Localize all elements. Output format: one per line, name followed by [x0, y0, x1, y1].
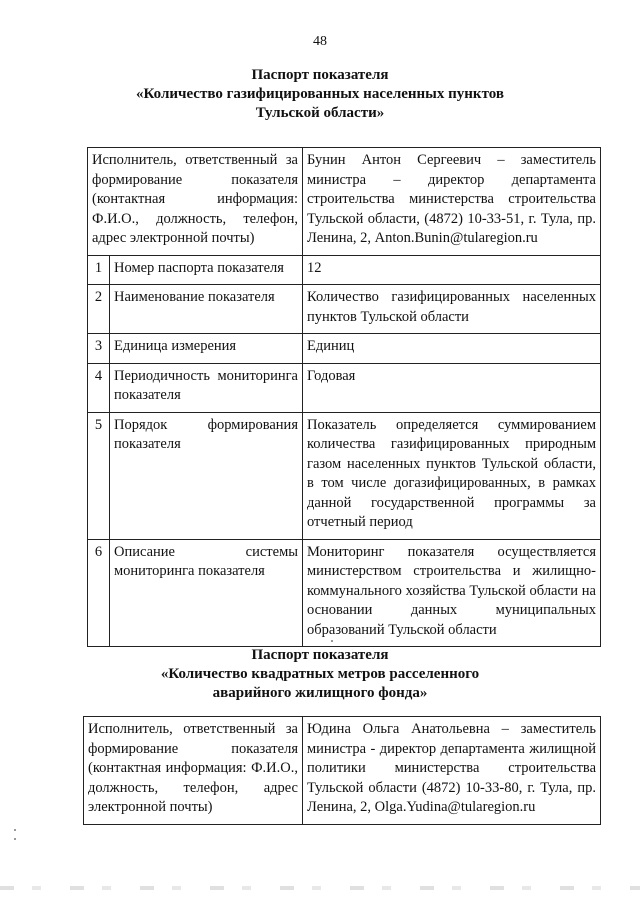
row-number: 4 [88, 363, 110, 412]
scan-speck [331, 640, 333, 642]
executor-label: Исполнитель, ответственный за формирование показателя (контактная информация: Ф.И.О., должность, телефон, адрес электронной почты) [88, 148, 303, 256]
row-value: Мониторинг показателя осуществляется министерством строительства и жилищно-коммунального хозяйства Тульской области на основании данных муниципальных образований Тульской области [303, 539, 601, 647]
row-label: Порядок формирования показателя [110, 412, 303, 539]
table-row [88, 539, 601, 647]
row-label: Номер паспорта показателя [110, 255, 303, 285]
title-line: аварийного жилищного фонда» [212, 685, 428, 701]
row-number: 2 [88, 285, 110, 334]
row-label: Описание системы мониторинга показателя [110, 539, 303, 647]
passport-2-table [83, 716, 601, 825]
executor-value: Юдина Ольга Анатольевна – заместитель министра - директор департамента жилищной политики министерства строительства Тульской области (4872) 10-33-80, г. Тула, пр. Ленина, 2, Olga.Yudina@tularegion.ru [303, 717, 601, 825]
executor-row [84, 717, 601, 825]
table-row [88, 334, 601, 364]
title-line: Паспорт показателя [251, 647, 389, 663]
row-value: 12 [303, 255, 601, 285]
row-label: Наименование показателя [110, 285, 303, 334]
executor-row [88, 148, 601, 256]
page-number: 48 [313, 34, 327, 49]
row-value: Годовая [303, 363, 601, 412]
scan-speck [14, 838, 16, 840]
row-number: 6 [88, 539, 110, 647]
title-line: «Количество газифицированных населенных пунктов [136, 86, 504, 102]
title-line: «Количество квадратных метров расселенного [160, 666, 480, 682]
title-line: Тульской области» [255, 105, 385, 121]
passport-1-title [0, 66, 640, 123]
row-number: 3 [88, 334, 110, 364]
row-value: Единиц [303, 334, 601, 364]
passport-1-table [87, 147, 601, 647]
executor-value: Бунин Антон Сергеевич – заместитель министра – директор департамента строительства министерства строительства Тульской области, (4872) 10-33-51, г. Тула, пр. Ленина, 2, Anton.Bunin@tularegion.ru [303, 148, 601, 256]
row-value: Количество газифицированных населенных пунктов Тульской области [303, 285, 601, 334]
table-row [88, 255, 601, 285]
passport-2-title [0, 646, 640, 703]
table-row [88, 363, 601, 412]
scan-noise-strip [0, 886, 640, 890]
scan-speck [14, 829, 16, 831]
row-label: Единица измерения [110, 334, 303, 364]
title-line: Паспорт показателя [251, 67, 389, 83]
row-label: Периодичность мониторинга показателя [110, 363, 303, 412]
row-number: 1 [88, 255, 110, 285]
row-number: 5 [88, 412, 110, 539]
table-row [88, 412, 601, 539]
executor-label: Исполнитель, ответственный за формирование показателя (контактная информация: Ф.И.О., должность, телефон, адрес электронной почты) [84, 717, 303, 825]
row-value: Показатель определяется суммированием количества газифицированных природным газом населенных пунктов Тульской области, в том числе догазифицированных, в рамках данной государственной программы за отчетный период [303, 412, 601, 539]
table-row [88, 285, 601, 334]
